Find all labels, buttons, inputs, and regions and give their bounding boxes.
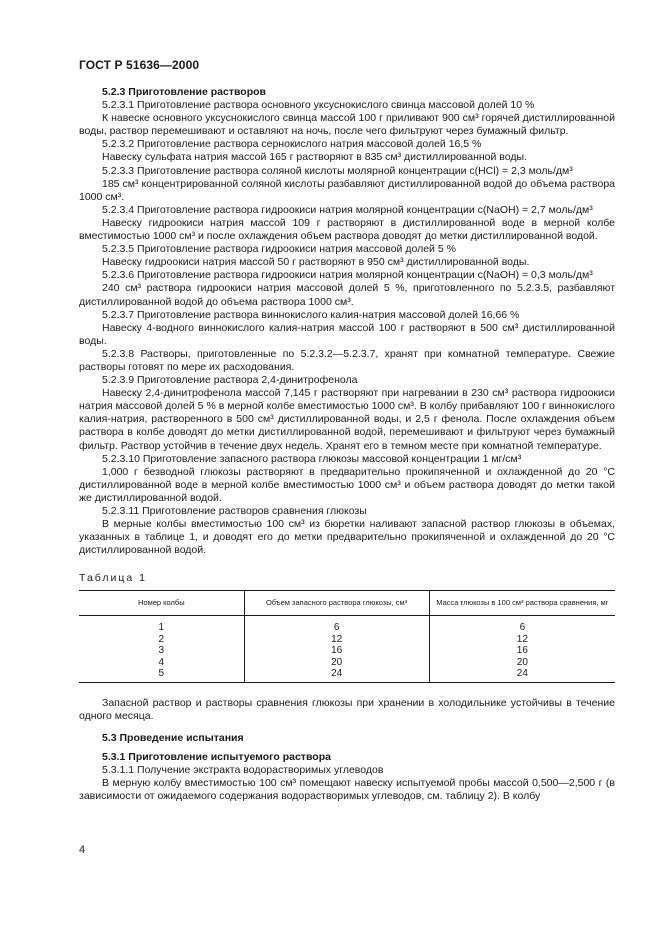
page-number: 4 <box>79 844 86 856</box>
table-cell: 20 <box>244 657 429 668</box>
paragraph: Навеску сульфата натрия массой 165 г растворяют в 835 см³ дистиллированной воды. <box>102 151 527 164</box>
paragraph: 5.2.3.7 Приготовление раствора виннокислого калия-натрия массовой долей 16,66 % <box>102 308 520 321</box>
table-cell: 24 <box>244 668 429 682</box>
table-header-cell: Номер колбы <box>79 591 244 616</box>
table-row <box>79 616 615 634</box>
paragraph: Навеску 2,4-динитрофенола массой 7,145 г растворяют при нагревании в 230 см³ раствора гидроокиси натрия массовой долей 5 % в мерной колбе вместимостью 1000 см³. В колбу прибавляют 100 г виннокислого калия-натрия, растворенного в 500 см³ дистиллированной воды, и 2,5 г фенола. После охлаждения объем раствора в колбе доводят до метки дистиллированной водой, перемешивают и фильтруют через бумажный фильтр. Раствор устойчив в течение двух недель. Хранят его в темном месте при комнатной температуре. <box>79 387 615 452</box>
table-cell: 12 <box>429 634 615 645</box>
paragraph: В мерную колбу вместимостью 100 см³ помещают навеску испытуемой пробы массой 0,500—2,500 г (в зависимости от ожидаемого содержания водорастворимых углеводов, см. таблицу 2). В колбу <box>79 776 615 803</box>
table-cell: 4 <box>158 656 165 668</box>
table-cell: 16 <box>244 645 429 656</box>
paragraph: 5.2.3.2 Приготовление раствора сернокислого натрия массовой долей 16,5 % <box>102 138 482 151</box>
table-cell: 24 <box>429 668 615 682</box>
paragraph: 5.2.3.10 Приготовление запасного раствора глюкозы массовой концентрации 1 мг/см³ <box>102 452 522 465</box>
subsection-heading: 5.3.1 Приготовление испытуемого раствора <box>102 750 331 763</box>
paragraph: Навеску гидроокиси натрия массой 109 г растворяют в дистиллированной воде в мерной колбе вместимостью 1000 см³ и после охлаждения объем раствора доводят до метки дистиллированной водой. <box>79 216 615 243</box>
paragraph: 5.3.1.1 Получение экстракта водорастворимых углеводов <box>102 763 384 776</box>
table-cell: 2 <box>158 633 165 645</box>
paragraph: 5.2.3.3 Приготовление раствора соляной кислоты молярной концентрации c(HCl) = 2,3 моль/дм³ <box>102 164 573 177</box>
paragraph: 5.2.3.9 Приготовление раствора 2,4-динитрофенола <box>102 374 358 387</box>
table-row <box>79 634 615 645</box>
table-cell: 16 <box>429 645 615 656</box>
glucose-reference-table <box>79 590 615 682</box>
paragraph: 5.2.3.4 Приготовление раствора гидроокиси натрия молярной концентрации c(NaOH) = 2,7 моль/дм³ <box>102 203 593 216</box>
table-header-cell: Масса глюкозы в 100 см³ раствора сравнения, мг <box>429 591 615 616</box>
table-row <box>79 657 615 668</box>
paragraph: В мерные колбы вместимостью 100 см³ из бюретки наливают запасной раствор глюкозы в объемах, указанных в таблице 1, и доводят его до метки предварительно прокипяченной и охлажденной до 20 °C дистиллированной водой. <box>79 518 615 557</box>
table-row <box>79 668 615 682</box>
table-cell: 3 <box>158 645 165 657</box>
document-header: ГОСТ Р 51636—2000 <box>79 58 200 72</box>
table-caption: Таблица 1 <box>79 572 147 585</box>
paragraph: 1,000 г безводной глюкозы растворяют в предварительно прокипяченной и охлажденной до 20 °C дистиллированной воде в мерной колбе вместимостью 1000 см³ и объем раствора доводят до метки такой же дистиллированной водой. <box>79 465 615 504</box>
section-heading: 5.2.3 Приготовление растворов <box>102 86 266 98</box>
paragraph: 5.2.3.5 Приготовление раствора гидроокиси натрия массовой долей 5 % <box>102 243 456 256</box>
paragraph: 185 см³ концентрированной соляной кислоты разбавляют дистиллированной водой до объема раствора 1000 см³. <box>79 177 615 203</box>
table-cell: 5 <box>79 668 244 682</box>
paragraph: 5.2.3.11 Приготовление растворов сравнения глюкозы <box>102 505 367 517</box>
paragraph: Запасной раствор и растворы сравнения глюкозы при хранении в холодильнике устойчивы в течение одного месяца. <box>79 696 615 722</box>
table-row <box>79 645 615 656</box>
paragraph: К навеске основного уксуснокислого свинца массой 100 г приливают 900 см³ горячей дистиллированной воды, раствор перемешивают и оставляют на ночь, после чего фильтруют через бумажный фильтр. <box>79 112 615 138</box>
paragraph: Навеску 4-водного виннокислого калия-натрия массой 100 г растворяют в 500 см³ дистиллированной воды. <box>79 321 615 347</box>
table-cell: 6 <box>244 616 429 634</box>
paragraph: 5.2.3.6 Приготовление раствора гидроокиси натрия молярной концентрации c(NaOH) = 0,3 моль/дм³ <box>102 269 593 282</box>
table-cell: 20 <box>429 657 615 668</box>
table-header-cell: Объем запасного раствора глюкозы, см³ <box>244 591 429 616</box>
table-cell: 1 <box>158 622 165 634</box>
paragraph: 5.2.3.8 Растворы, приготовленные по 5.2.3.2—5.2.3.7, хранят при комнатной температуре. Свежие растворы готовят по мере их расходования. <box>79 347 615 373</box>
paragraph: Навеску гидроокиси натрия массой 50 г растворяют в 950 см³ дистиллированной воды. <box>102 256 530 269</box>
paragraph: 240 см³ раствора гидроокиси натрия массовой долей 5 %, приготовленного по 5.2.3.5, разбавляют дистиллированной водой до объема раствора 1000 см³. <box>79 282 615 308</box>
table-cell: 6 <box>429 616 615 634</box>
table-cell: 12 <box>244 634 429 645</box>
table-header-row <box>79 591 615 616</box>
paragraph: 5.2.3.1 Приготовление раствора основного уксуснокислого свинца массовой долей 10 % <box>102 99 535 112</box>
section-heading: 5.3 Проведение испытания <box>102 731 244 744</box>
document-body <box>79 86 615 803</box>
